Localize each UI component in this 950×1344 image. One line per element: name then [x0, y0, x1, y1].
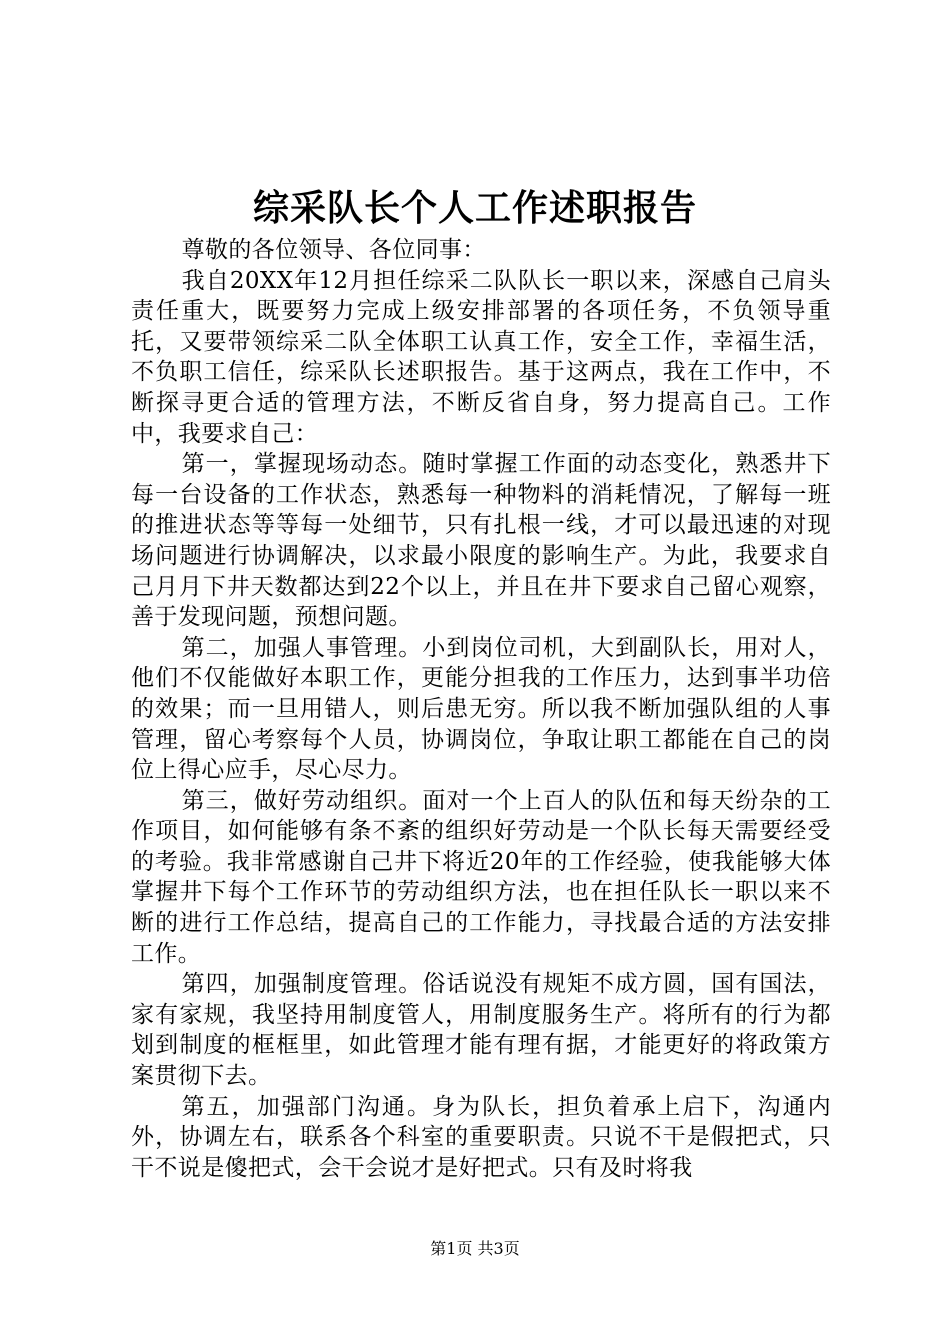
point-two-paragraph: 第二，加强人事管理。小到岗位司机，大到副队长，用对人，他们不仅能做好本职工作，更能分担我的工作压力，达到事半功倍的效果；而一旦用错人，则后患无穷。所以我不断加强队组的人事管理，留心考察每个人员，协调岗位，争取让职工都能在自己的岗位上得心应手，尽心尽力。 [131, 634, 831, 784]
page-number-footer: 第1页 共3页 [430, 1239, 520, 1258]
document-title: 综采队长个人工作述职报告 [252, 187, 697, 229]
point-five-paragraph: 第五，加强部门沟通。身为队长，担负着承上启下，沟通内外，协调左右，联系各个科室的重要职责。只说不干是假把式，只干不说是傻把式，会干会说才是好把式。只有及时将我 [131, 1093, 831, 1181]
intro-paragraph: 我自20XX年12月担任综采二队队长一职以来，深感自己肩头责任重大，既要努力完成上级安排部署的各项任务，不负领导重托，又要带领综采二队全体职工认真工作，安全工作，幸福生活，不负职工信任，综采队长述职报告。基于这两点，我在工作中，不断探寻更合适的管理方法，不断反省自身，努力提高自己。工作中，我要求自己： [131, 267, 831, 447]
point-three-paragraph: 第三，做好劳动组织。面对一个上百人的队伍和每天纷杂的工作项目，如何能够有条不紊的组织好劳动是一个队长每天需要经受的考验。我非常感谢自己井下将近20年的工作经验，使我能够大体掌握井下每个工作环节的劳动组织方法，也在担任队长一职以来不断的进行工作总结，提高自己的工作能力，寻找最合适的方法安排工作。 [131, 787, 831, 967]
document-body [131, 235, 831, 1183]
point-four-paragraph: 第四，加强制度管理。俗话说没有规矩不成方圆，国有国法，家有家规，我坚持用制度管人，用制度服务生产。将所有的行为都划到制度的框框里，如此管理才能有理有据，才能更好的将政策方案贯彻下去。 [131, 971, 831, 1090]
point-one-paragraph: 第一，掌握现场动态。随时掌握工作面的动态变化，熟悉井下每一台设备的工作状态，熟悉每一种物料的消耗情况，了解每一班的推进状态等等每一处细节，只有扎根一线，才可以最迅速的对现场问题进行协调解决，以求最小限度的影响生产。为此，我要求自己月月下井天数都达到22个以上，并且在井下要求自己留心观察，善于发现问题，预想问题。 [131, 451, 831, 631]
salutation-paragraph: 尊敬的各位领导、各位同事： [181, 237, 486, 263]
